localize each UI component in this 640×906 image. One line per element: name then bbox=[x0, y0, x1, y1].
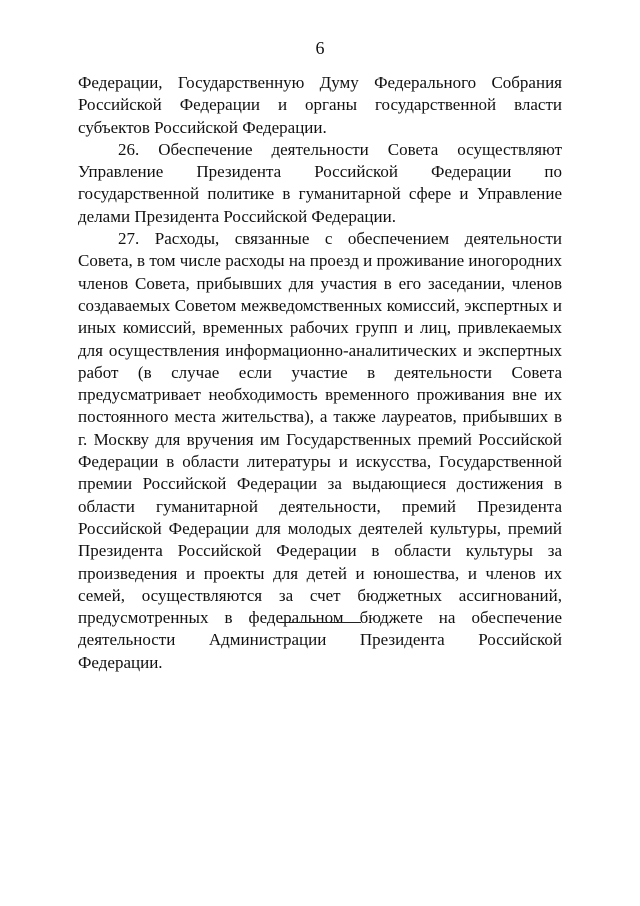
page-number: 6 bbox=[315, 38, 325, 58]
end-separator-line bbox=[279, 622, 361, 623]
paragraph-item-27: 27. Расходы, связанные с обеспечением деятельности Совета, в том числе расходы на проезд и проживание иногородних членов Совета, прибывших для участия в его заседании, членов создаваемых Советом межведомственных комиссий, экспертных и иных комиссий, временных рабочих групп и лиц, привлекаемых для осуществления информационно-аналитических и экспертных работ (в случае если участие в деятельности Совета предусматривает необходимость временного проживания вне их постоянного места жительства), а также лауреатов, прибывших в г. Москву для вручения им Государственных премий Российской Федерации в области литературы и искусства, Государственной премии Российской Федерации за выдающиеся достижения в области гуманитарной деятельности, премий Президента Российской Федерации для молодых деятелей культуры, премий Президента Российской Федерации в области культуры за произведения и проекты для детей и юношества, и членов их семей, осуществляются за счет бюджетных ассигнований, предусмотренных в федеральном бюджете на обеспечение деятельности Администрации Президента Российской Федерации. bbox=[78, 229, 562, 672]
paragraph-item-26: 26. Обеспечение деятельности Совета осуществляют Управление Президента Российской Федерации по государственной политике в гуманитарной сфере и Управление делами Президента Российской Федерации. bbox=[78, 139, 562, 226]
document-body bbox=[78, 72, 562, 674]
paragraph-continuation: Федерации, Государственную Думу Федерального Собрания Российской Федерации и органы государственной власти субъектов Российской Федерации. bbox=[78, 73, 562, 137]
